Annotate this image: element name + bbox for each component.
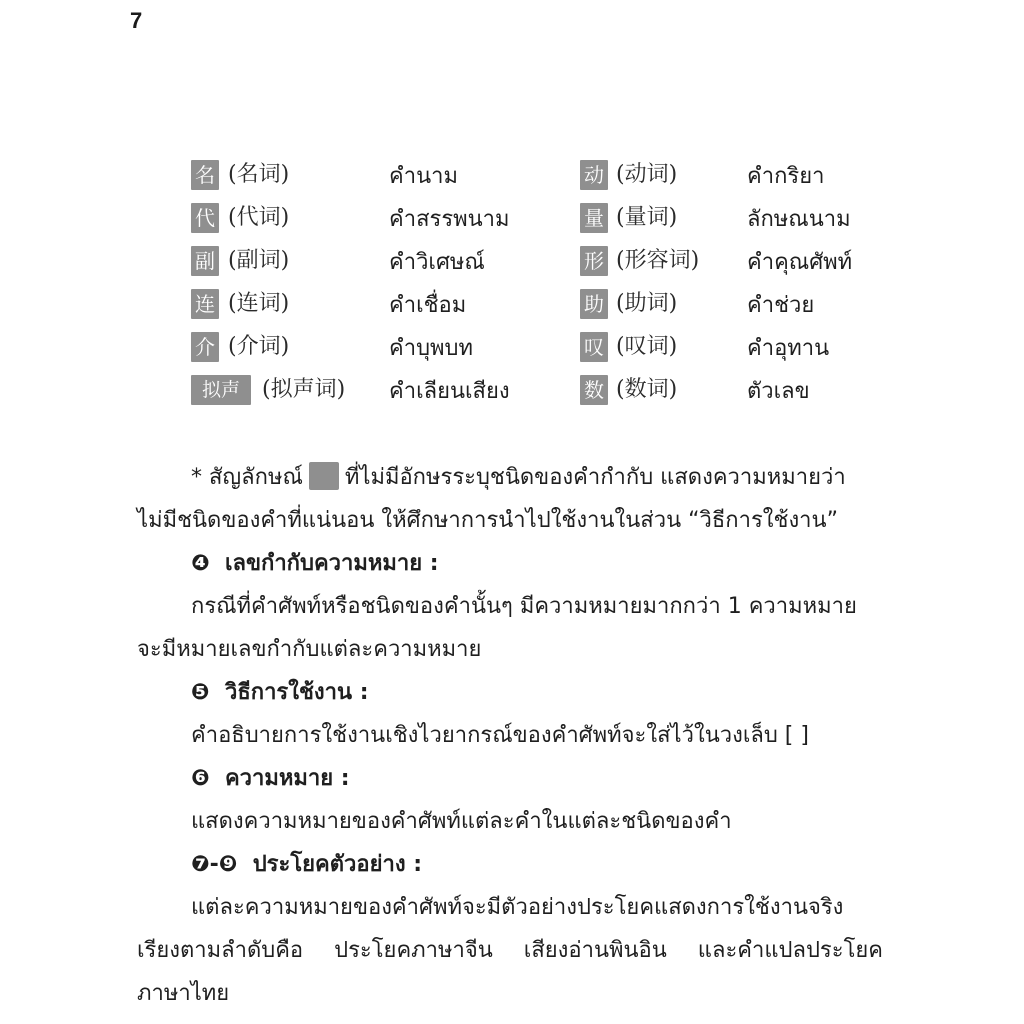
pos-thai-particle: คำช่วย xyxy=(747,293,815,318)
pos-tag-adjective: 形 xyxy=(580,246,608,276)
pos-thai-classifier: ลักษณนาม xyxy=(747,207,851,232)
pos-thai-adjective: คำคุณศัพท์ xyxy=(747,250,853,275)
section-body-line: ภาษาไทย xyxy=(137,981,230,1006)
pos-chinese-onomatopoeia: (拟声词) xyxy=(262,377,346,402)
untagged-symbol-box xyxy=(309,462,339,490)
note-suffix: ที่ไม่มีอักษรระบุชนิดของคำกำกับ แสดงความหมายว่า xyxy=(344,465,846,490)
pos-tag-preposition: 介 xyxy=(191,332,219,362)
number-5-icon: ❺ xyxy=(191,680,210,705)
pos-chinese-noun: (名词) xyxy=(228,162,290,187)
legend-row xyxy=(0,375,1024,415)
pos-tag-classifier: 量 xyxy=(580,203,608,233)
section-body-line: จะมีหมายเลขกำกับแต่ละความหมาย xyxy=(137,637,482,662)
pos-chinese-particle: (助词) xyxy=(616,291,678,316)
section-heading-meaning xyxy=(191,764,350,794)
pos-tag-interjection: 叹 xyxy=(580,332,608,362)
section-title: ประโยคตัวอย่าง : xyxy=(252,852,423,877)
legend-row xyxy=(0,332,1024,372)
section-heading-sense-number xyxy=(191,549,439,579)
pos-thai-noun: คำนาม xyxy=(389,164,458,189)
pos-tag-onomatopoeia: 拟声 xyxy=(191,375,251,405)
pos-chinese-pronoun: (代词) xyxy=(228,205,290,230)
pos-thai-verb: คำกริยา xyxy=(747,164,825,189)
number-4-icon: ❹ xyxy=(191,551,210,576)
pos-thai-adverb: คำวิเศษณ์ xyxy=(389,250,485,275)
note-line-2: ไม่มีชนิดของคำที่แน่นอน ให้ศึกษาการนำไปใช้งานในส่วน “วิธีการใช้งาน” xyxy=(137,508,838,533)
legend-row xyxy=(0,160,1024,200)
pos-tag-pronoun: 代 xyxy=(191,203,219,233)
pos-tag-conjunction: 连 xyxy=(191,289,219,319)
pos-tag-noun: 名 xyxy=(191,160,219,190)
pos-chinese-classifier: (量词) xyxy=(616,205,678,230)
pos-chinese-adverb: (副词) xyxy=(228,248,290,273)
pos-thai-pronoun: คำสรรพนาม xyxy=(389,207,510,232)
pos-chinese-numeral: (数词) xyxy=(616,377,678,402)
part-of-speech-legend xyxy=(0,0,1024,420)
pos-thai-interjection: คำอุทาน xyxy=(747,336,830,361)
pos-thai-numeral: ตัวเลข xyxy=(747,379,810,404)
section-heading-usage xyxy=(191,678,369,708)
pos-tag-adverb: 副 xyxy=(191,246,219,276)
pos-thai-onomatopoeia: คำเลียนเสียง xyxy=(389,379,510,404)
note-prefix: * สัญลักษณ์ xyxy=(191,465,303,490)
note-line-1 xyxy=(191,462,883,493)
pos-chinese-adjective: (形容词) xyxy=(616,248,700,273)
section-body-line: เรียงตามลำดับคือ ประโยคภาษาจีน เสียงอ่านพินอิน และคำแปลประโยค xyxy=(137,938,883,963)
section-heading-examples xyxy=(191,850,422,880)
section-body-line: กรณีที่คำศัพท์หรือชนิดของคำนั้นๆ มีความหมายมากกว่า 1 ความหมาย xyxy=(191,594,857,619)
pos-thai-preposition: คำบุพบท xyxy=(389,336,474,361)
number-6-icon: ❻ xyxy=(191,766,210,791)
pos-chinese-verb: (动词) xyxy=(616,162,678,187)
legend-row xyxy=(0,289,1024,329)
section-title: วิธีการใช้งาน : xyxy=(224,680,369,705)
pos-chinese-interjection: (叹词) xyxy=(616,334,678,359)
pos-tag-verb: 动 xyxy=(580,160,608,190)
section-body-line: แสดงความหมายของคำศัพท์แต่ละคำในแต่ละชนิดของคำ xyxy=(191,809,732,834)
pos-chinese-conjunction: (连词) xyxy=(228,291,290,316)
section-title: ความหมาย : xyxy=(224,766,350,791)
page-number: 7 xyxy=(130,8,143,33)
section-body-line: แต่ละความหมายของคำศัพท์จะมีตัวอย่างประโยคแสดงการใช้งานจริง xyxy=(191,895,844,920)
number-7-9-icon: ❼-❾ xyxy=(191,852,238,877)
pos-tag-numeral: 数 xyxy=(580,375,608,405)
pos-chinese-preposition: (介词) xyxy=(228,334,290,359)
pos-thai-conjunction: คำเชื่อม xyxy=(389,293,467,318)
legend-row xyxy=(0,246,1024,286)
section-title: เลขกำกับความหมาย : xyxy=(224,551,439,576)
section-body-line: คำอธิบายการใช้งานเชิงไวยากรณ์ของคำศัพท์จะใส่ไว้ในวงเล็บ [ ] xyxy=(191,723,809,748)
legend-row xyxy=(0,203,1024,243)
pos-tag-particle: 助 xyxy=(580,289,608,319)
